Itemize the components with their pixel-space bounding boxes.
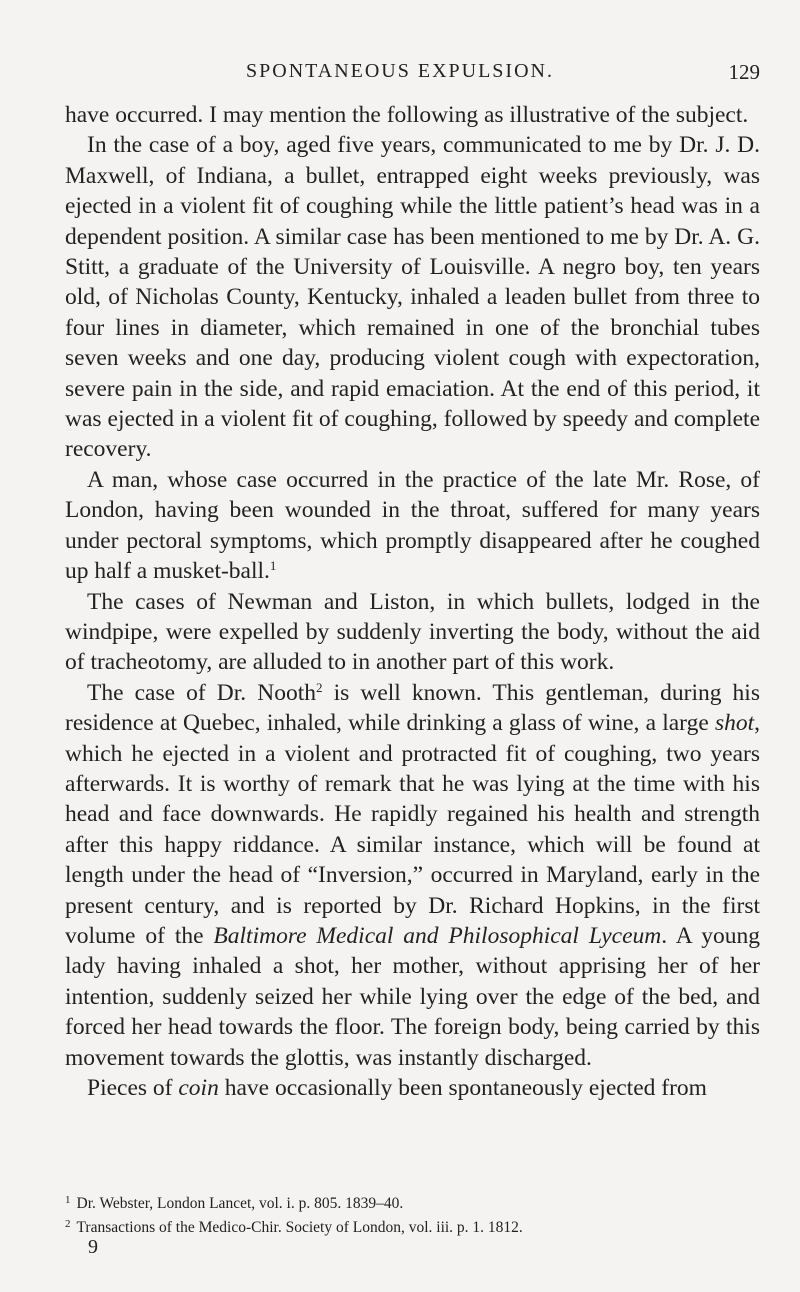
text-run: In the case of a boy, aged five years, communicated to me by Dr. J. D. Maxwell, of Indiana, a bullet, entrapped eight weeks previously, was ejected in a violent fit of coughing while the little patient’s head was in a dependent position. A similar case has been mentioned to me by Dr. A. G. Stitt, a graduate of the University of Louisville. A negro boy, ten years old, of Nicholas County, Kentucky, inhaled a leaden bullet from three to four lines in diameter, which remained in one of the bronchial tubes seven weeks and one day, producing violent cough with expectoration, severe pain in the side, and rapid emaciation. At the end of this period, it was ejected in a violent fit of coughing, followed by speedy and complete recovery. <box>65 132 760 463</box>
footnotes <box>65 1190 765 1238</box>
footnote-ref: 2 <box>316 679 323 695</box>
footnote-text: Dr. Webster, London Lancet, vol. i. p. 805. 1839–40. <box>76 1195 404 1212</box>
text-run: The case of Dr. Nooth <box>87 679 317 706</box>
paragraph <box>65 678 760 1073</box>
paragraph <box>65 100 760 130</box>
text-run: is well known. This gentleman, during his residence at Quebec, inhaled, while drinking a glass of wine, a large <box>65 679 760 737</box>
text-run: have occasionally been spontaneously ejected from <box>218 1075 707 1101</box>
footnote-text: Transactions of the Medico-Chir. Society of London, vol. iii. p. 1. 1812. <box>76 1219 523 1236</box>
text-run: . A young lady having inhaled a shot, her mother, without apprising her of her intention, suddenly seized her while lying over the edge of the bed, and forced her head towards the floor. The foreign body, being carried by this movement towards the glottis, was instantly discharged. <box>65 922 760 1071</box>
paragraph <box>65 587 760 678</box>
paragraph <box>65 1073 760 1103</box>
italic-text: coin <box>178 1075 219 1101</box>
body-text <box>65 100 760 1103</box>
paragraph <box>65 130 760 464</box>
paragraph <box>65 465 760 587</box>
italic-text: shot <box>714 710 755 737</box>
page-number: 129 <box>728 60 760 84</box>
footnote-mark: 1 <box>65 1194 71 1206</box>
text-run: have occurred. I may mention the following as illustrative of the subject. <box>65 102 749 128</box>
text-run: A man, whose case occurred in the practice of the late Mr. Rose, of London, having been wounded in the throat, suffered for many years under pectoral symptoms, which promptly disappeared after he coughed up half a musket-ball. <box>65 466 760 585</box>
running-title: SPONTANEOUS EXPULSION. <box>246 60 554 82</box>
signature-mark: 9 <box>88 1236 98 1258</box>
footnote-2 <box>65 1214 765 1238</box>
text-run: , which he ejected in a violent and protracted fit of coughing, two years afterwards. It is worthy of remark that he was lying at the time with his head and face downwards. He rapidly regained his health and strength after this happy riddance. A similar instance, which will be found at length under the head of “Inversion,” occurred in Maryland, early in the present century, and is reported by Dr. Richard Hopkins, in the first volume of the <box>65 710 760 949</box>
text-run: Pieces of <box>87 1075 179 1101</box>
page-header <box>40 60 760 100</box>
text-run: The cases of Newman and Liston, in which bullets, lodged in the windpipe, were expelled by suddenly inverting the body, without the aid of tracheotomy, are alluded to in another part of this work. <box>65 588 760 676</box>
footnote-mark: 2 <box>65 1218 71 1230</box>
italic-text: Baltimore Medical and Philosophical Lyceum <box>213 922 662 949</box>
footnote-1 <box>65 1190 765 1214</box>
footnote-ref: 1 <box>269 558 277 574</box>
